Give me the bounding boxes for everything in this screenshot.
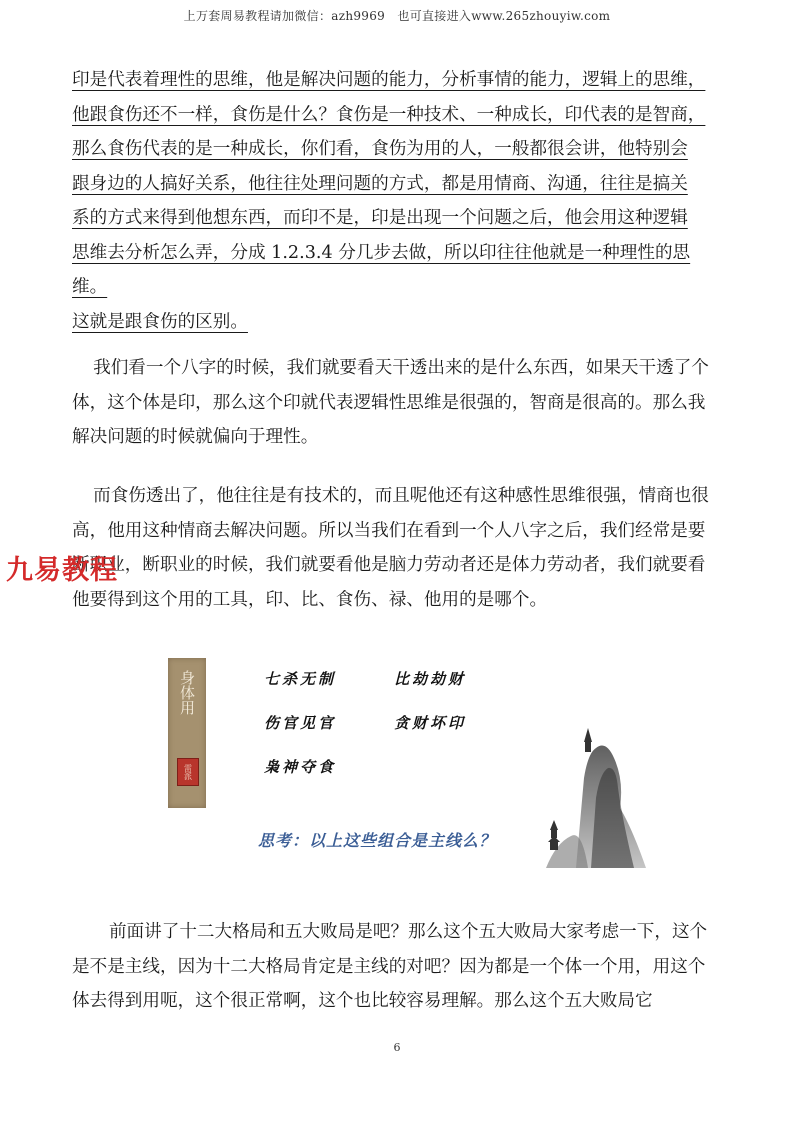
combo-item: 贪财坏印	[394, 714, 467, 732]
scroll-title	[168, 670, 206, 715]
paragraph-text: 前面讲了十二大格局和五大败局是吧？那么这个五大败局大家考虑一下，这个是不是主线，因为十二大格局肯定是主线的对吧？因为都是一个体一个用，用这个体去得到用呃，这个很正常啊，这个也比较容易理解。那么这个五大败局它	[72, 922, 708, 1011]
combo-item: 枭神夺食	[264, 758, 337, 776]
paragraph-1	[72, 351, 722, 455]
paragraph-3	[72, 915, 722, 1019]
underlined-line: 那么食伤代表的是一种成长，你们看，食伤为用的人，一般都很会讲，他特别会	[72, 139, 688, 159]
page-number: 6	[393, 1041, 401, 1054]
paragraph-text: 而食伤透出了，他往往是有技术的，而且呢他还有这种感性思维很强，情商也很高，他用这种情商去解决问题。所以当我们在看到一个人八字之后，我们经常是要断职业，断职业的时候，我们就要看他是脑力劳动者还是体力劳动者，我们就要看他要得到这个用的工具，印、比、食伤、禄、他用的是哪个。	[72, 486, 709, 610]
mountain-painting-icon	[536, 718, 646, 868]
underlined-line: 这就是跟食伤的区别。	[72, 311, 248, 332]
paragraph-text: 我们看一个八字的时候，我们就要看天干透出来的是什么东西，如果天干透了个体，这个体是印，那么这个印就代表逻辑性思维是很强的，智商是很高的。那么我解决问题的时候就偏向于理性。	[72, 358, 709, 447]
scroll-banner	[168, 658, 206, 808]
red-seal-stamp: 雷派	[177, 758, 199, 786]
underlined-line: 跟身边的人搞好关系，他往往处理问题的方式，都是用情商、沟通，往往是搞关	[72, 173, 688, 194]
question-caption: 思考：以上这些组合是主线么？	[258, 831, 497, 850]
page-header: 上万套周易教程请加微信：azh9969 也可直接进入www.265zhouyiw.com	[183, 9, 611, 23]
scroll-title-text: 身体用	[178, 670, 196, 715]
combination-figure	[168, 658, 636, 870]
paragraph-2	[72, 479, 722, 617]
combo-item: 伤官见官	[264, 714, 337, 732]
underlined-line: 思维去分析怎么弄，分成 1.2.3.4 分几步去做，所以印往往他就是一种理性的思维。	[72, 242, 691, 297]
combo-item: 七杀无制	[264, 670, 337, 688]
underlined-line: 系的方式来得到他想东西，而印不是，印是出现一个问题之后，他会用这种逻辑	[72, 208, 688, 228]
watermark-logo: 九易教程	[6, 555, 118, 586]
underlined-line: 印是代表着理性的思维，他是解决问题的能力，分析事情的能力，逻辑上的思维，	[72, 70, 706, 90]
combo-item: 比劫劫财	[394, 670, 467, 688]
underlined-line: 他跟食伤还不一样，食伤是什么？食伤是一种技术、一种成长，印代表的是智商，	[72, 104, 706, 125]
underlined-passage	[72, 63, 722, 339]
